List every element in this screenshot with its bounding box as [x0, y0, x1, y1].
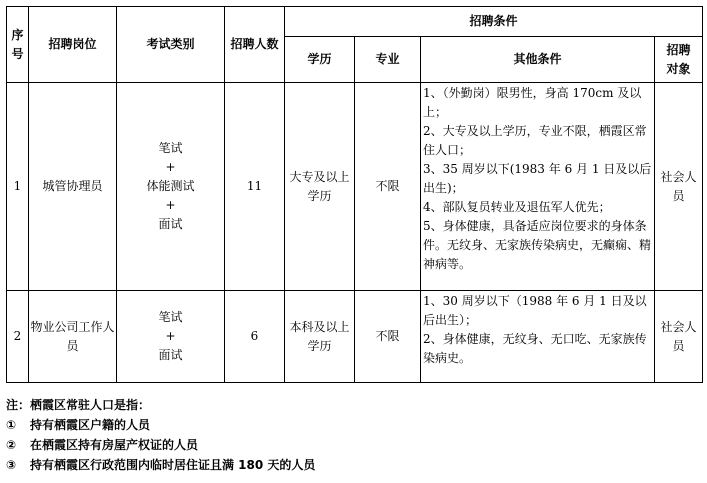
note-marker: ②	[6, 438, 17, 452]
row-count: 11	[225, 83, 285, 291]
exam-type-line: 面试	[158, 217, 183, 231]
exam-type-line: +	[165, 329, 176, 343]
row-target: 社会人员	[655, 291, 703, 383]
exam-type-line: 笔试	[158, 310, 183, 324]
header-no: 序号	[7, 7, 29, 83]
condition-line: 5、身体健康，具备适应岗位要求的身体条件。无纹身、无家族传染病史，无癫痫、精神病等。	[423, 219, 652, 271]
condition-line: 3、35 周岁以下(1983 年 6 月 1 日及以后出生)；	[423, 162, 652, 195]
exam-type-line: 笔试	[158, 141, 183, 155]
header-other: 其他条件	[421, 37, 655, 83]
row-education: 大专及以上学历	[285, 83, 355, 291]
header-count: 招聘人数	[225, 7, 285, 83]
note-text: 持有栖霞区户籍的人员	[30, 418, 151, 432]
header-conditions: 招聘条件	[285, 7, 703, 37]
header-education: 学历	[285, 37, 355, 83]
row-post: 城管协理员	[29, 83, 117, 291]
note-item	[6, 415, 702, 435]
note-item	[6, 435, 702, 455]
row-no: 2	[7, 291, 29, 383]
row-education: 本科及以上学历	[285, 291, 355, 383]
exam-type-line: +	[165, 198, 176, 212]
condition-line: 2、大专及以上学历，专业不限，栖霞区常住人口；	[423, 124, 647, 157]
row-exam-type	[117, 291, 225, 383]
note-text: 在栖霞区持有房屋产权证的人员	[30, 438, 199, 452]
header-row-top	[7, 7, 703, 37]
header-target: 招聘对象	[655, 37, 703, 83]
row-major: 不限	[355, 83, 421, 291]
table-row	[7, 291, 703, 383]
row-count: 6	[225, 291, 285, 383]
row-other-conditions	[421, 291, 655, 383]
row-post: 物业公司工作人员	[29, 291, 117, 383]
notes-title: 注：栖霞区常驻人口是指：	[6, 398, 151, 412]
exam-type-line: 体能测试	[146, 179, 195, 193]
condition-line: 4、部队复员转业及退伍军人优先；	[423, 200, 611, 214]
note-marker: ①	[6, 418, 17, 432]
header-major: 专业	[355, 37, 421, 83]
note-text: 持有栖霞区行政范围内临时居住证且满 180 天的人员	[30, 458, 316, 472]
row-exam-type	[117, 83, 225, 291]
condition-line: 1、30 周岁以下（1988 年 6 月 1 日及以后出生）；	[423, 294, 647, 327]
row-other-conditions	[421, 83, 655, 291]
row-major: 不限	[355, 291, 421, 383]
row-no: 1	[7, 83, 29, 291]
table-row	[7, 83, 703, 291]
header-exam-type: 考试类别	[117, 7, 225, 83]
condition-line: 1、（外勤岗）限男性，身高 170cm 及以上；	[423, 86, 642, 119]
note-marker: ③	[6, 458, 17, 472]
exam-type-line: 面试	[158, 348, 183, 362]
condition-line: 2、身体健康，无纹身、无口吃、无家族传染病史。	[423, 332, 647, 365]
notes-section	[6, 395, 702, 475]
header-post: 招聘岗位	[29, 7, 117, 83]
row-target: 社会人员	[655, 83, 703, 291]
note-item	[6, 455, 702, 475]
exam-type-line: +	[165, 160, 176, 174]
recruitment-table	[6, 6, 703, 383]
